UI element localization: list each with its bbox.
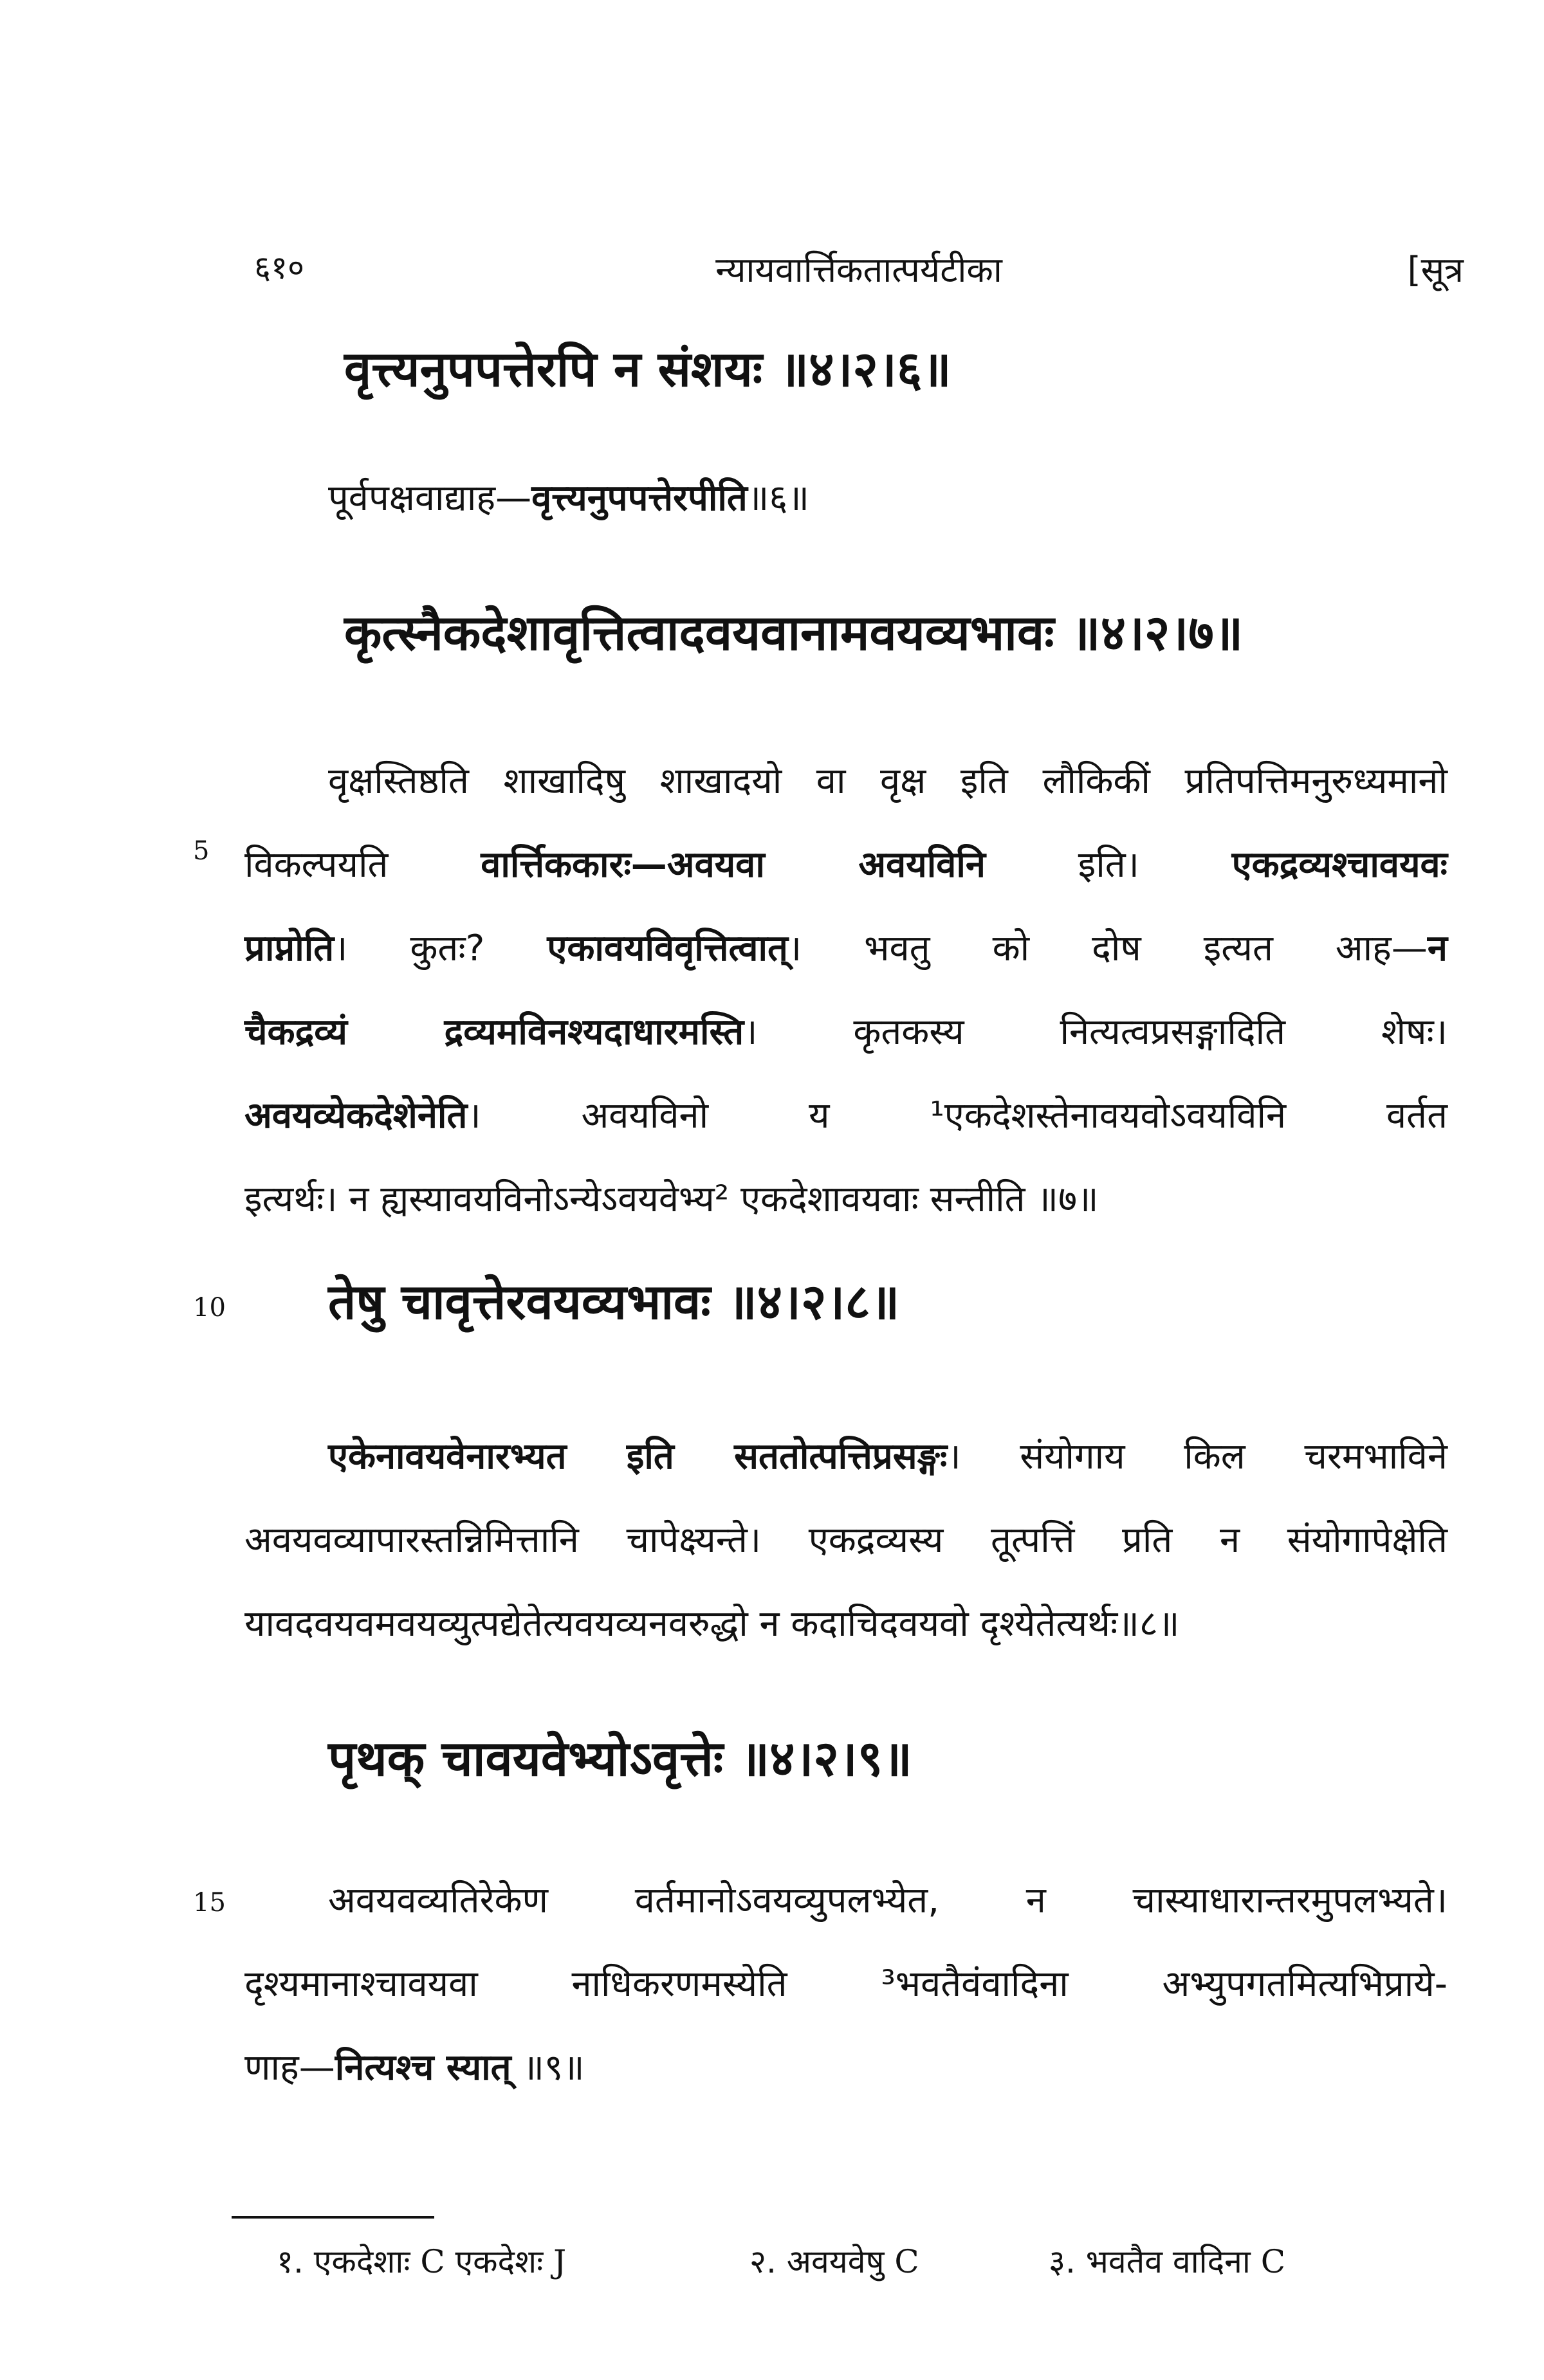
footnote: १. एकदेशाः C एकदेशः J xyxy=(277,2243,567,2280)
running-title: न्यायवार्त्तिकतात्पर्यटीका xyxy=(715,250,1002,290)
commentary-line: अवयवव्यतिरेकेण वर्तमानोऽवयव्युपलभ्येत, न चास्याधारान्तरमुपलभ्यते। xyxy=(328,1880,1448,1921)
line-number: 15 xyxy=(193,1888,226,1918)
section-marker: [सूत्र xyxy=(1407,250,1464,290)
commentary-paragraph xyxy=(244,1415,1448,1666)
commentary-paragraph xyxy=(244,1859,1448,2110)
footnote-divider xyxy=(232,2216,434,2219)
sutra-heading: तेषु चावृत्तेरवयव्यभावः ॥४।२।८॥ xyxy=(328,1273,900,1330)
commentary-line: इत्यर्थः। न ह्यस्यावयविनोऽन्येऽवयवेभ्य² एकदेशावयवाः सन्तीति ॥७॥ xyxy=(244,1178,1099,1220)
line-number: 5 xyxy=(193,836,210,866)
page-number: ६१० xyxy=(254,249,304,286)
commentary-line: विकल्पयति वार्त्तिककारः—अवयवा अवयविनि इति। एकद्रव्यश्चावयवः xyxy=(244,844,1448,886)
commentary-line: यावदवयवमवयव्युत्पद्येतेत्यवयव्यनवरुद्धो न कदाचिदवयवो दृश्येतेत्यर्थः॥८॥ xyxy=(244,1603,1180,1645)
commentary-line: दृश्यमानाश्चावयवा नाधिकरणमस्येति ³भवतैवंवादिना अभ्युपगतमित्यभिप्राये- xyxy=(244,1963,1448,2005)
footnote: २. अवयवेषु C xyxy=(749,2243,919,2280)
sutra-heading: पृथक् चावयवेभ्योऽवृत्तेः ॥४।२।९॥ xyxy=(328,1730,912,1787)
footnotes xyxy=(277,2238,1422,2290)
commentary-line: अवयव्येकदेशेनेति। अवयविनो य ¹एकदेशस्तेनावयवोऽवयविनि वर्तत xyxy=(244,1095,1448,1137)
sutra-heading: कृत्स्नैकदेशावृत्तित्वादवयवानामवयव्यभावः ॥४।२।७॥ xyxy=(344,604,1244,661)
commentary-line: वृक्षस्तिष्ठति शाखादिषु शाखादयो वा वृक्ष इति लौकिकीं प्रतिपत्तिमनुरुध्यमानो xyxy=(328,760,1448,802)
commentary-line: एकेनावयवेनारभ्यत इति सततोत्पत्तिप्रसङ्गः। संयोगाय किल चरमभाविने xyxy=(328,1436,1448,1478)
footnote: ३. भवतैव वादिना C xyxy=(1049,2243,1286,2280)
sutra-heading: वृत्त्यनुपपत्तेरपि न संशयः ॥४।२।६॥ xyxy=(344,340,951,398)
line-number: 10 xyxy=(193,1293,226,1323)
commentary-line: णाह—नित्यश्च स्यात् ॥९॥ xyxy=(244,2047,585,2089)
commentary-line: पूर्वपक्षवाद्याह—वृत्त्यनुपपत्तेरपीति॥६॥ xyxy=(328,477,809,519)
commentary-paragraph xyxy=(244,457,1448,540)
commentary-line: प्राप्नोति। कुतः? एकावयविवृत्तित्वात्। भवतु को दोष इत्यत आह—न xyxy=(244,928,1448,969)
commentary-line: चैकद्रव्यं द्रव्यमविनश्यदाधारमस्ति। कृतकस्य नित्यत्वप्रसङ्गादिति शेषः। xyxy=(244,1011,1448,1053)
running-head xyxy=(254,244,1464,296)
commentary-paragraph xyxy=(244,740,1448,1241)
commentary-line: अवयवव्यापारस्तन्निमित्तानि चापेक्ष्यन्ते। एकद्रव्यस्य तूत्पत्तिं प्रति न संयोगापेक्षेति xyxy=(244,1519,1448,1561)
